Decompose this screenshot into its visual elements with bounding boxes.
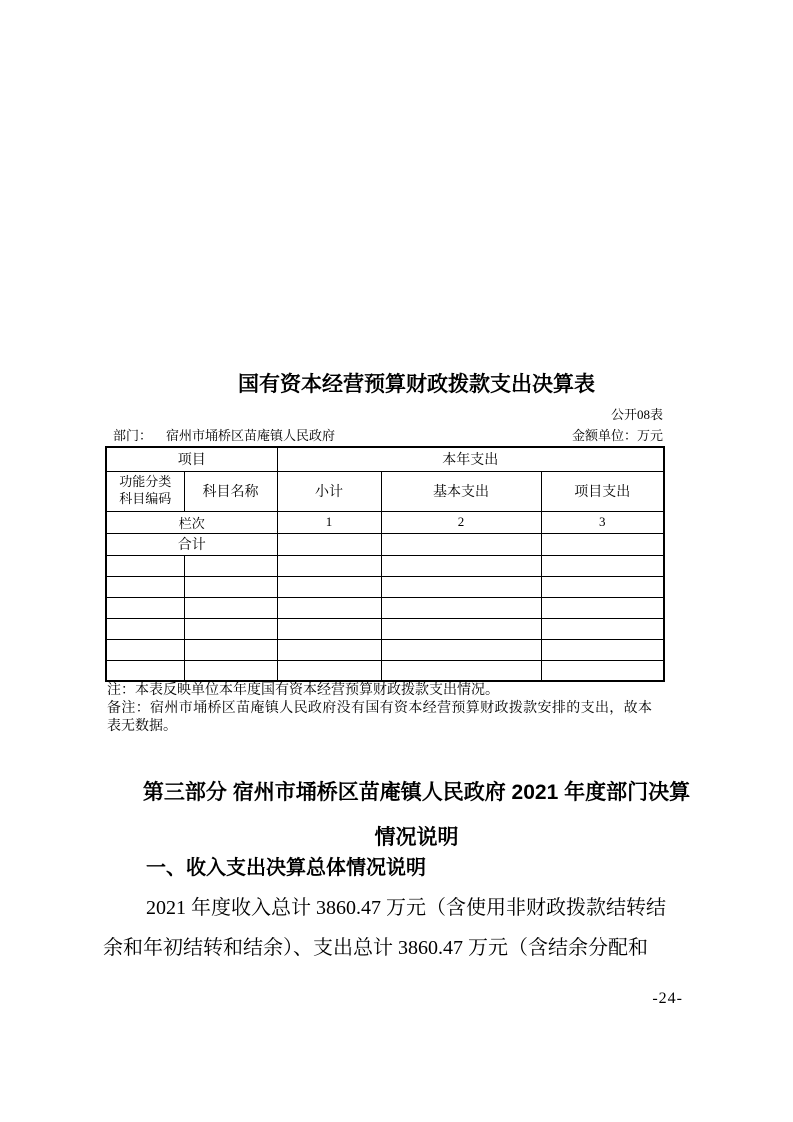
column-index-row [106, 511, 664, 533]
table-cell-empty [381, 660, 541, 681]
table-notes [107, 682, 652, 736]
table-row-empty [106, 576, 664, 597]
table-title: 国有资本经营预算财政拨款支出决算表 [238, 373, 595, 396]
table-cell-empty [106, 597, 184, 618]
table-header-row-2 [106, 471, 664, 511]
table-cell-empty [541, 576, 664, 597]
total-label-cell: 合计 [106, 533, 277, 555]
table-cell-empty [184, 618, 277, 639]
header-subtotal-cell: 小计 [277, 471, 381, 511]
public-table-number: 公开08表 [610, 407, 663, 422]
table-cell-empty [381, 555, 541, 576]
part-three-heading-line1: 第三部分 宿州市埇桥区苗庵镇人民政府 2021 年度部门决算 [142, 781, 691, 804]
table-cell-empty [277, 576, 381, 597]
table-cell-empty [381, 639, 541, 660]
lanci-value-cell: 3 [541, 511, 664, 533]
table-row-empty [106, 639, 664, 660]
total-basic-cell [381, 533, 541, 555]
expenditure-table [105, 446, 665, 682]
table-cell-empty [106, 618, 184, 639]
table-cell-empty [106, 660, 184, 681]
header-basic-exp-cell: 基本支出 [381, 471, 541, 511]
header-code-line1: 功能分类 [119, 474, 172, 490]
table-cell-empty [541, 639, 664, 660]
page-number: -24- [652, 990, 683, 1007]
table-cell-empty [381, 618, 541, 639]
header-project-cell: 项目 [106, 447, 277, 471]
table-meta-line [113, 425, 663, 444]
total-row [106, 533, 664, 555]
header-code-cell [106, 471, 184, 511]
part-three-heading-line2: 情况说明 [374, 826, 459, 849]
overview-paragraph-line2: 余和年初结转和结余）、支出总计 3860.47 万元（含结余分配和 [103, 937, 648, 959]
overview-paragraph [103, 888, 697, 968]
table-cell-empty [381, 597, 541, 618]
table-cell-empty [541, 660, 664, 681]
table-cell-empty [541, 618, 664, 639]
table-cell-empty [541, 555, 664, 576]
amount-unit-label: 金额单位：万元 [571, 428, 663, 443]
table-cell-empty [106, 639, 184, 660]
part-three-heading [40, 770, 793, 860]
table-cell-empty [277, 597, 381, 618]
table-cell-empty [106, 576, 184, 597]
table-cell-empty [184, 639, 277, 660]
overview-paragraph-line1: 2021 年度收入总计 3860.47 万元（含使用非财政拨款结转结 [146, 897, 666, 919]
total-project-cell [541, 533, 664, 555]
table-cell-empty [541, 597, 664, 618]
table-cell-empty [277, 555, 381, 576]
table-row-empty [106, 597, 664, 618]
table-cell-empty [184, 576, 277, 597]
table-cell-empty [106, 555, 184, 576]
table-cell-empty [184, 597, 277, 618]
table-cell-empty [277, 660, 381, 681]
department-value: 宿州市埇桥区苗庵镇人民政府 [166, 428, 336, 443]
table-row-empty [106, 618, 664, 639]
table-cell-empty [381, 576, 541, 597]
table-cell-empty [277, 639, 381, 660]
table-header-row-1 [106, 447, 664, 471]
lanci-value-cell: 2 [381, 511, 541, 533]
header-project-exp-cell: 项目支出 [541, 471, 664, 511]
total-subtotal-cell [277, 533, 381, 555]
table-cell-empty [277, 618, 381, 639]
table-row-empty [106, 555, 664, 576]
header-current-year-cell: 本年支出 [277, 447, 664, 471]
lanci-label-cell: 栏次 [106, 511, 277, 533]
lanci-value-cell: 1 [277, 511, 381, 533]
table-cell-empty [184, 660, 277, 681]
table-note: 注：本表反映单位本年度国有资本经营预算财政拨款支出情况。 [107, 683, 499, 698]
table-row-empty [106, 660, 664, 681]
table-cell-empty [184, 555, 277, 576]
section-one-heading: 一、收入支出决算总体情况说明 [146, 857, 426, 879]
table-remark: 备注：宿州市埇桥区苗庵镇人民政府没有国有资本经营预算财政拨款安排的支出，故本表无数据。 [107, 701, 652, 734]
header-subject-cell: 科目名称 [184, 471, 277, 511]
header-code-line2: 科目编码 [119, 491, 172, 506]
department-label: 部门： [113, 428, 153, 443]
